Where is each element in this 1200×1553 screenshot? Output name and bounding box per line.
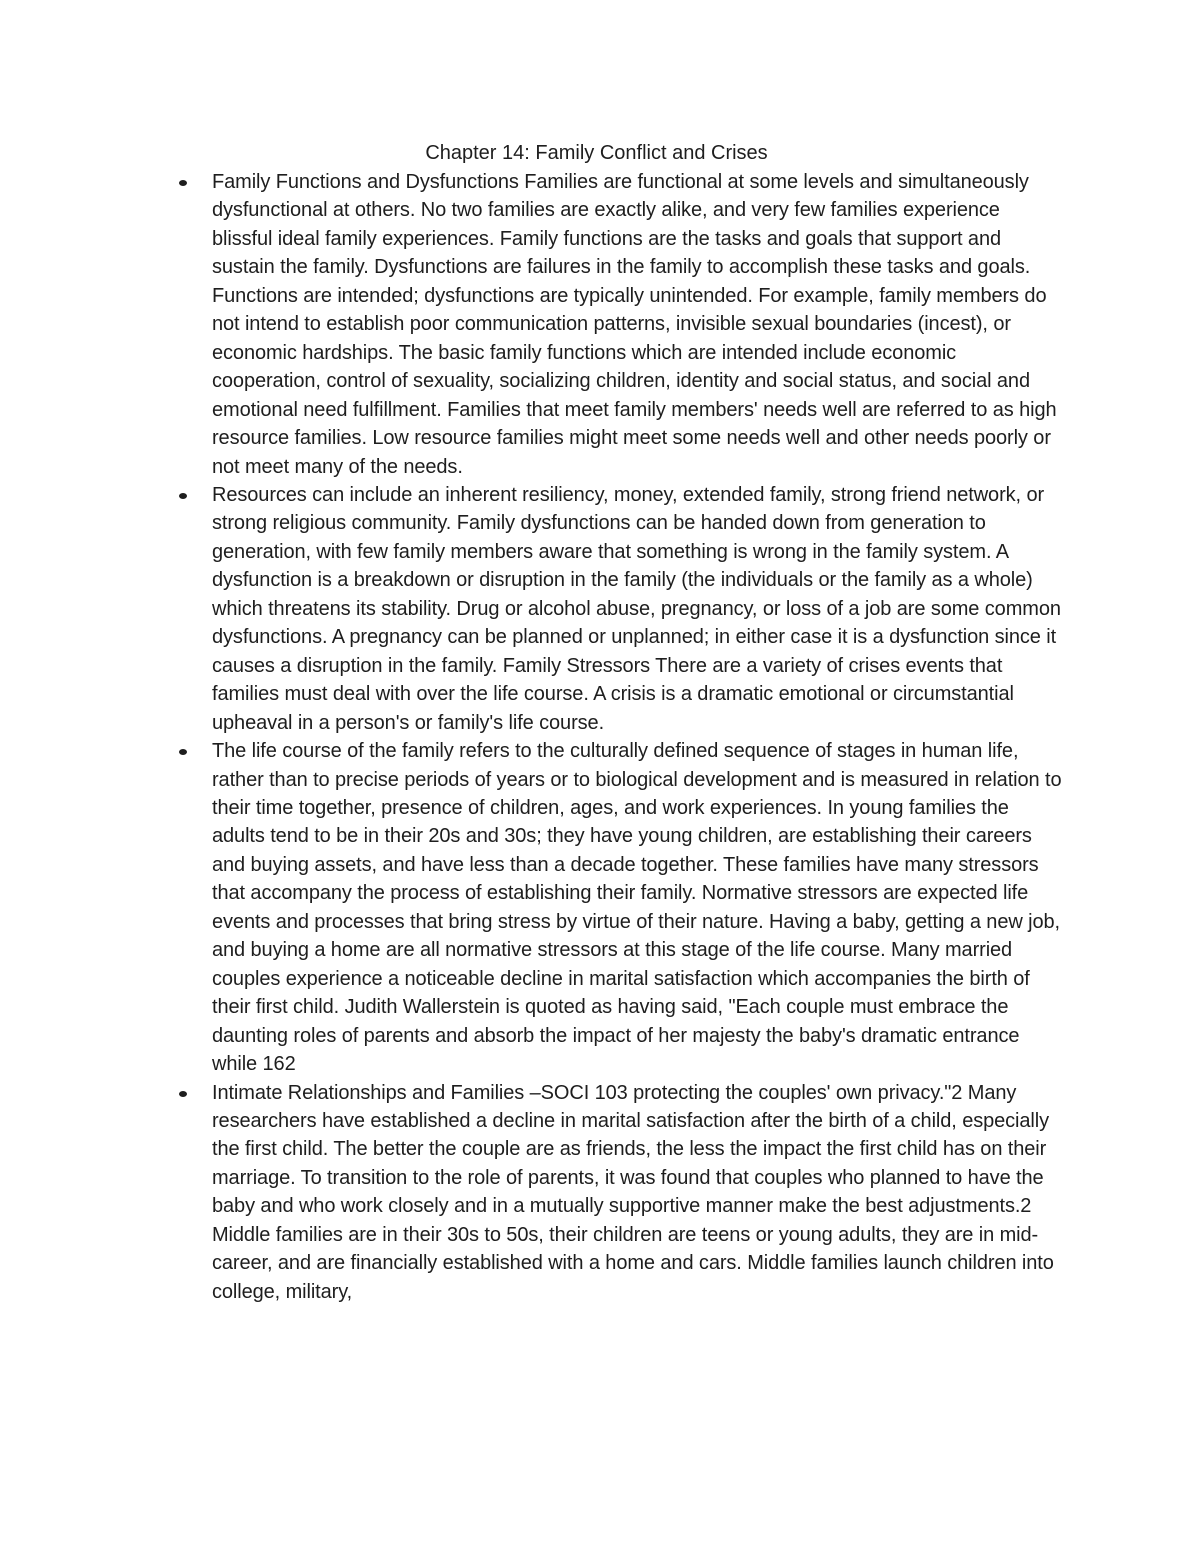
list-item: [212, 737, 1064, 1078]
list-item: [212, 168, 1064, 481]
bullet-icon: [179, 1091, 187, 1097]
bullet-icon: [179, 180, 187, 186]
list-item-text: Family Functions and Dysfunctions Families are functional at some levels and simultaneously dysfunctional at others. No two families are exactly alike, and very few families experience blissful ideal family experiences. Family functions are the tasks and goals that support and sustain the family. Dysfunctions are failures in the family to accomplish these tasks and goals. Functions are intended; dysfunctions are typically unintended. For example, family members do not intend to establish poor communication patterns, invisible sexual boundaries (incest), or economic hardships. The basic family functions which are intended include economic cooperation, control of sexuality, socializing children, identity and social status, and social and emotional need fulfillment. Families that meet family members' needs well are referred to as high resource families. Low resource families might meet some needs well and other needs poorly or not meet many of the needs.: [212, 171, 1057, 478]
list-item: [212, 481, 1064, 737]
bullet-icon: [179, 493, 187, 499]
page-title: Chapter 14: Family Conflict and Crises: [425, 142, 768, 164]
list-item: [212, 1079, 1064, 1307]
bullet-list: [212, 168, 1064, 1306]
list-item-text: Resources can include an inherent resiliency, money, extended family, strong friend network, or strong religious community. Family dysfunctions can be handed down from generation to generation, with few family members aware that something is wrong in the family system. A dysfunction is a breakdown or disruption in the family (the individuals or the family as a whole) which threatens its stability. Drug or alcohol abuse, pregnancy, or loss of a job are some common dysfunctions. A pregnancy can be planned or unplanned; in either case it is a dysfunction since it causes a disruption in the family. Family Stressors There are a variety of crises events that families must deal with over the life course. A crisis is a dramatic emotional or circumstantial upheaval in a person's or family's life course.: [212, 483, 1061, 734]
list-item-text: The life course of the family refers to the culturally defined sequence of stages in human life, rather than to precise periods of years or to biological development and is measured in relation to their time together, presence of children, ages, and work experiences. In young families the adults tend to be in their 20s and 30s; they have young children, are establishing their careers and buying assets, and have less than a decade together. These families have many stressors that accompany the process of establishing their family. Normative stressors are expected life events and processes that bring stress by virtue of their nature. Having a baby, getting a new job, and buying a home are all normative stressors at this stage of the life course. Many married couples experience a noticeable decline in marital satisfaction which accompanies the birth of their first child. Judith Wallerstein is quoted as having said, "Each couple must embrace the daunting roles of parents and absorb the impact of her majesty the baby's dramatic entrance while 162: [212, 740, 1062, 1076]
list-item-text: Intimate Relationships and Families –SOCI 103 protecting the couples' own privacy."2 Many researchers have established a decline in marital satisfaction after the birth of a child, especially the first child. The better the couple are as friends, the less the impact the first child has on their marriage. To transition to the role of parents, it was found that couples who planned to have the baby and who work closely and in a mutually supportive manner make the best adjustments.2 Middle families are in their 30s to 50s, their children are teens or young adults, they are in mid-career, and are financially established with a home and cars. Middle families launch children into college, military,: [212, 1081, 1054, 1303]
bullet-icon: [179, 749, 187, 755]
